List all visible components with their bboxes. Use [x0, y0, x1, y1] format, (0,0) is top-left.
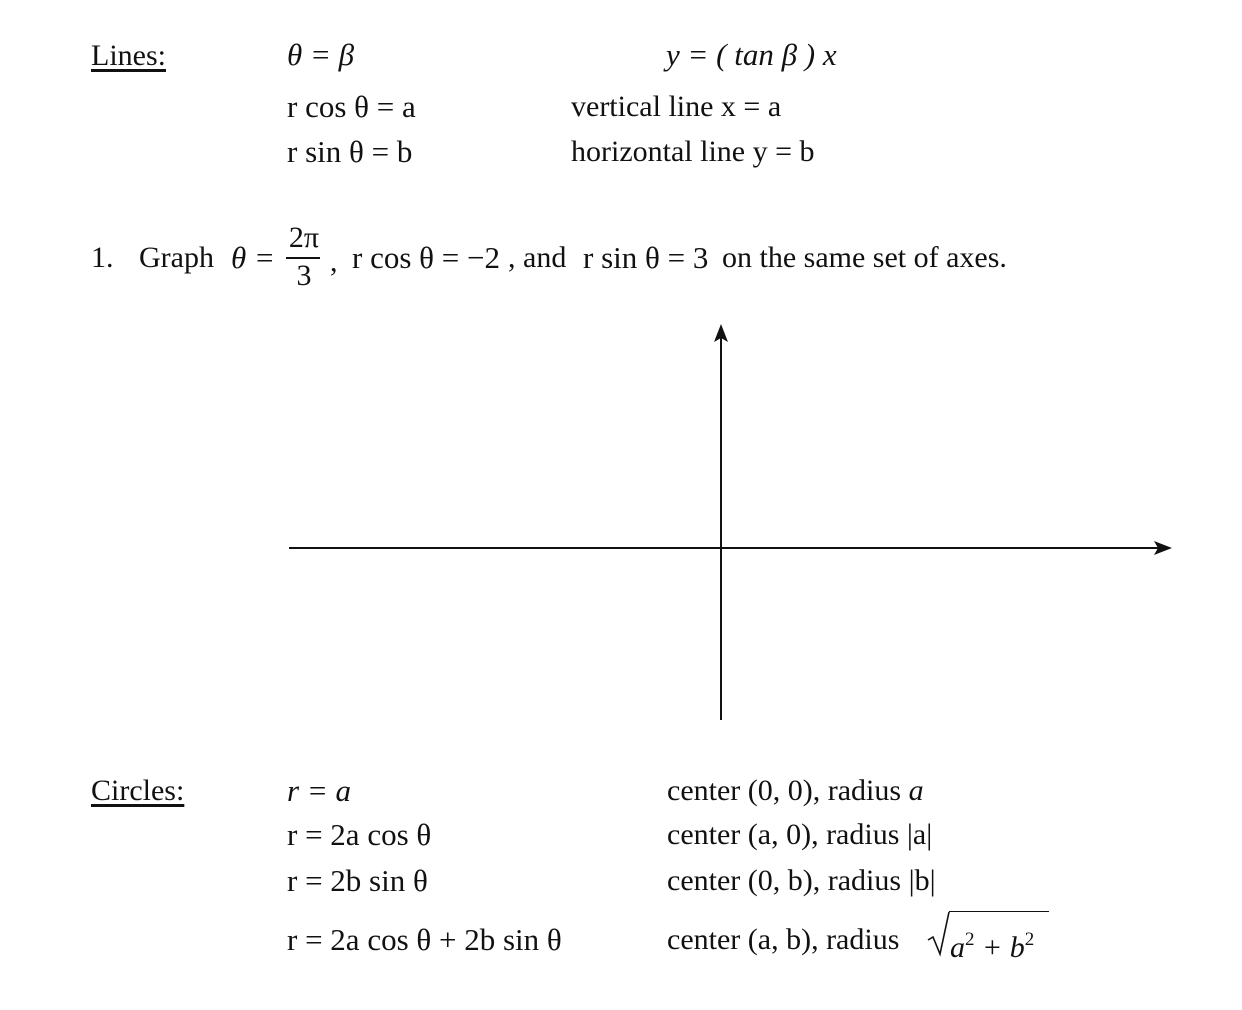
circles-row-3-polar: r = 2b sin θ [287, 863, 428, 898]
circles-row-4-polar: r = 2a cos θ + 2b sin θ [287, 922, 562, 957]
lines-row-1-cartesian: y = ( tan β ) x [666, 37, 837, 72]
radius-expr-a: a [950, 931, 965, 964]
problem-number: 1. [91, 241, 114, 274]
sqrt-vinculum [949, 911, 1049, 912]
lines-row-3-cartesian: horizontal line y = b [571, 135, 815, 168]
radius-expression [950, 922, 1034, 966]
lines-row-2-cartesian: vertical line x = a [571, 90, 782, 123]
circles-row-1-radius-var: a [908, 774, 924, 807]
lines-row-1-polar: θ = β [287, 37, 355, 72]
fraction-denominator: 3 [296, 259, 312, 292]
fraction-numerator: 2π [288, 221, 320, 254]
problem-eq-rcos: r cos θ = −2 [352, 240, 500, 275]
problem-verb: Graph [139, 241, 214, 274]
problem-theta-eq: θ = [231, 240, 275, 275]
problem-rest: on the same set of axes. [722, 241, 1007, 274]
circles-row-1-polar: r = a [287, 773, 351, 808]
radius-expr-plus-b: + b [974, 931, 1025, 964]
circles-heading: Circles: [91, 774, 185, 807]
circles-row-2-desc: center (a, 0), radius |a| [667, 818, 933, 851]
lines-row-3-polar: r sin θ = b [287, 134, 413, 169]
circles-row-4-desc: center (a, b), radius [667, 923, 900, 956]
circles-row-1-desc-text: center (0, 0), radius [667, 774, 902, 807]
problem-comma: , [330, 245, 338, 278]
circles-row-3-desc: center (0, b), radius |b| [667, 864, 936, 897]
sqrt-sign-icon [927, 910, 951, 958]
lines-heading: Lines: [91, 39, 166, 72]
radius-expr-exp1: 2 [965, 929, 975, 950]
problem-and: , and [508, 241, 567, 274]
lines-row-2-polar: r cos θ = a [287, 89, 416, 124]
circles-row-1-desc [667, 773, 924, 809]
radius-expr-exp2: 2 [1024, 929, 1035, 950]
problem-eq-rsin: r sin θ = 3 [583, 240, 709, 275]
circles-row-2-polar: r = 2a cos θ [287, 817, 432, 852]
